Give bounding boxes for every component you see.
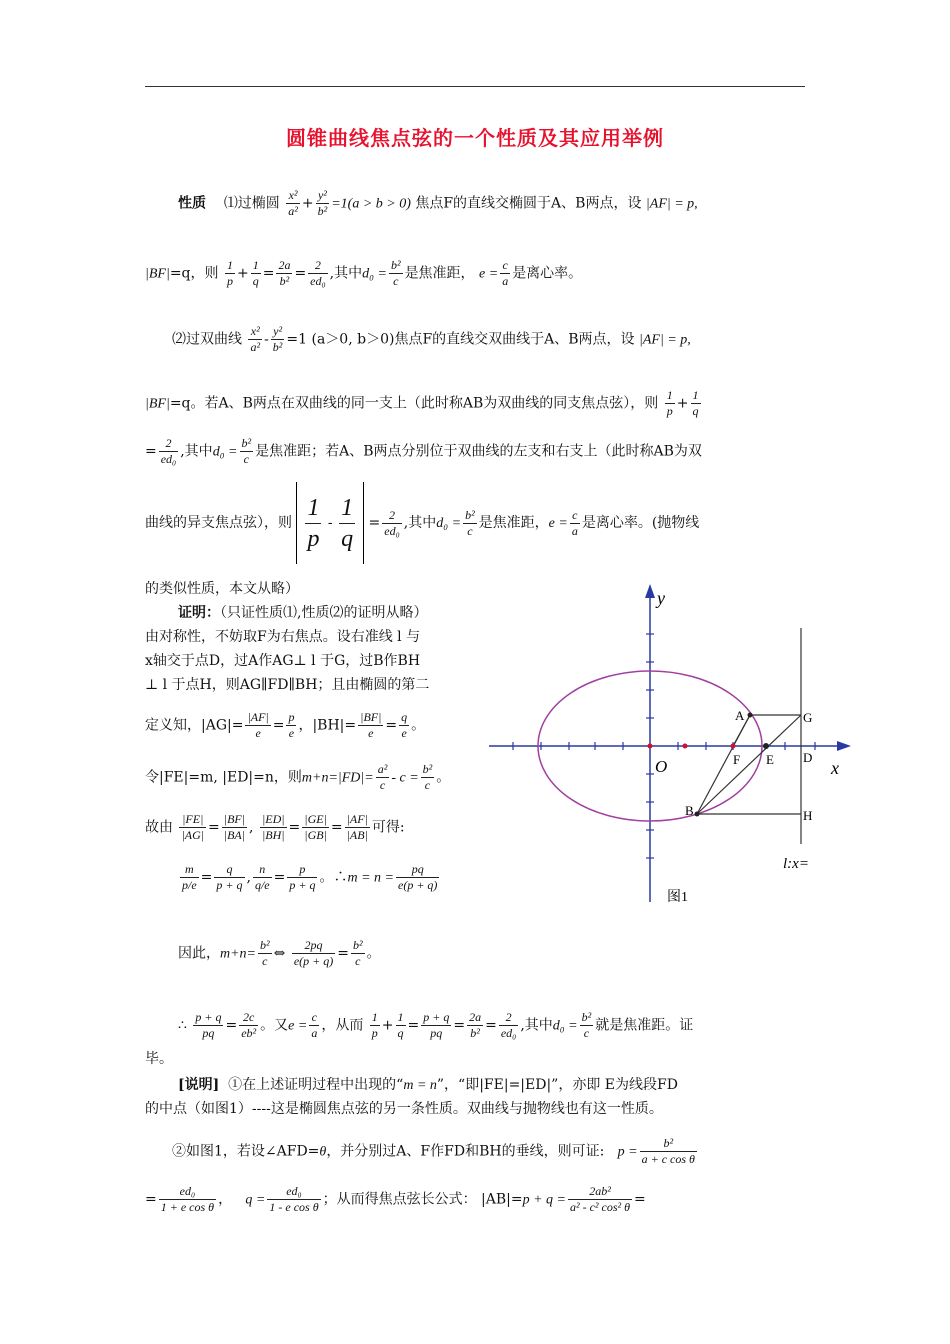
- fraction-b2-c-3: $\frac{\text{b²}}{c}$: [465, 507, 475, 538]
- fraction-2-ed0-2: $\frac{2}{\text{ed₀}}$: [160, 436, 177, 466]
- period-3: 。: [366, 945, 381, 962]
- note-line-2: 的中点（如图1）----这是椭圆焦点弦的另一条性质。双曲线与抛物线也有这一性质。: [145, 1101, 663, 1117]
- fraction-1-q-2: $\frac{1}{q}$: [692, 388, 699, 418]
- property-2-line: ⑵过双曲线 $\frac{\text{x²}}{\text{a²}}$ - $\frac{\text{y²}}{\text{b²}}$ =1 (a＞0, b＞0)焦点F的直线交双曲线于A、B两点，设 |AF| = p,: [172, 324, 691, 354]
- where-3: ,其中: [520, 1017, 553, 1034]
- property-2-text: (a＞0, b＞0)焦点F的直线交双曲线于A、B两点，设: [311, 331, 635, 348]
- property-2-diff-intro: 曲线的异支焦点弦），则: [145, 515, 292, 531]
- note-1-a: ①在上述证明过程中出现的“: [228, 1077, 404, 1093]
- note-2-c: ，并分别过A、F作FD和BH的垂线，则可证:: [326, 1143, 605, 1160]
- property-2-line-5: 的类似性质，本文从略）: [145, 581, 299, 597]
- m-plus-n: m+n=|FD|=: [301, 770, 374, 786]
- label-d: D: [803, 750, 813, 765]
- fraction-af-e: $\frac{|AF|}{e}$: [247, 710, 269, 740]
- fraction-1-p-2: $\frac{1}{p}$: [666, 388, 673, 418]
- proof-line-7: 故由 $\frac{|FE|}{|AG|}$ = $\frac{|BF|}{|BA|}$ , $\frac{|ED|}{|BH|}$ = $\frac{|GE|}{|GB|}$ = $\frac{|AF|}{|AB|}$ 可得:: [145, 812, 405, 842]
- fraction-chord-length: $\frac{\text{2ab²}}{\text{a² - c² cos² θ}}$: [570, 1184, 631, 1214]
- point-e-marker: [763, 743, 769, 749]
- fraction-ed-bh: $\frac{|ED|}{|BH|}$: [261, 812, 285, 842]
- fraction-q-e: $\frac{q}{e}$: [401, 710, 408, 740]
- fraction-2c-eb2: $\frac{2c}{\text{eb²}}$: [241, 1010, 257, 1040]
- y-axis-arrow: [645, 584, 655, 598]
- fraction-b2-c: $\frac{\text{b²}}{c}$: [390, 258, 401, 288]
- property-1-text: 焦点F的直线交椭圆于A、B两点，设: [415, 195, 642, 212]
- fraction-bf-e: $\frac{|BF|}{e}$: [360, 710, 382, 740]
- fraction-1-p-3: $\frac{1}{p}$: [371, 1010, 378, 1040]
- fraction-n-q-e: $\frac{n}{q/e}$: [254, 862, 270, 892]
- property-2-ecc: 是离心率。(抛物线: [581, 515, 700, 531]
- fraction-fe-ag: $\frac{|FE|}{|AG|}$: [181, 812, 205, 842]
- period-2: 。: [436, 769, 451, 786]
- fraction-1-p: $\frac{1}{p}$: [226, 258, 233, 288]
- proof-obtain: 可得:: [371, 819, 405, 836]
- fraction-c-a: $\frac{c}{a}$: [502, 258, 509, 288]
- point-b-marker: [695, 812, 700, 817]
- proof-line-1: [178, 604, 427, 622]
- fraction-pq-pq-2: $\frac{p + q}{pq}$: [423, 1010, 450, 1040]
- fraction-1-q: $\frac{1}{q}$: [252, 258, 259, 288]
- property-2-intro: ⑵过双曲线: [172, 331, 242, 348]
- fraction-p-e: $\frac{p}{e}$: [288, 710, 295, 740]
- property-2-line-4: 曲线的异支焦点弦），则 $\frac{1}{p}$ - $\frac{1}{q}$ = $\frac{2}{\text{ed₀}}$ ,其中d₀ = $\frac{\text{b²}}{c}$ 是焦准距，e = $\frac{c}{a}$ 是离心率。(抛物线: [145, 482, 699, 564]
- iff: ⇔: [273, 945, 286, 962]
- property-1-where: ,其中: [329, 265, 363, 282]
- fraction-2a-b2-2: $\frac{2a}{\text{b²}}$: [469, 1010, 482, 1040]
- comma: ，: [298, 717, 313, 734]
- fraction-2-ed0: $\frac{2}{\text{ed₀}}$: [310, 258, 326, 288]
- label-e: E: [766, 752, 774, 767]
- y-axis-label: y: [657, 588, 665, 608]
- point-a-marker: [748, 713, 753, 718]
- thus-2: ，从而: [321, 1017, 364, 1034]
- property-1-focal: 是焦准距，: [404, 265, 475, 282]
- m-plus-n-2: m+n=: [220, 946, 257, 962]
- origin-label: O: [655, 757, 668, 776]
- note-label: [说明]: [178, 1077, 220, 1093]
- property-1-line: 性质 ⑴过椭圆 $\frac{\text{x²}}{\text{a²}}$ + $\frac{\text{y²}}{\text{b²}}$ =1(a > b > 0) 焦点F的直线交椭圆于A、B两点，设 |AF| = p,: [178, 188, 698, 218]
- fraction-pq-pq: $\frac{p + q}{pq}$: [195, 1010, 222, 1040]
- also: 。又: [260, 1017, 289, 1034]
- ellipse-condition: =1(a > b > 0): [331, 196, 411, 212]
- ag-abs: |AG|=: [201, 717, 244, 734]
- proof-line-10: ∴ $\frac{p + q}{pq}$ = $\frac{2c}{\text{eb²}}$ 。又e = $\frac{c}{a}$ ，从而 $\frac{1}{p}$ + $\frac{1}{q}$ = $\frac{p + q}{pq}$ = $\frac{2a}{\text{b²}}$ = $\frac{2}{\text{ed₀}}$ ,其中d₀ = $\frac{\text{b²}}{c}$ 就是焦准距。证: [178, 1010, 694, 1040]
- fraction-b2-c-6: $\frac{\text{b²}}{c}$: [352, 938, 363, 968]
- property-label: 性质: [178, 195, 206, 212]
- minus-c: - c =: [391, 770, 419, 786]
- hyperbola-eq: =1: [286, 331, 308, 348]
- therefore-2: ∴: [178, 1017, 187, 1034]
- proof-line-11: 毕。: [145, 1051, 173, 1067]
- proof-let: 令|FE|=m, |ED|=n，则: [145, 769, 302, 786]
- fraction-x2-a2-h: $\frac{\text{x²}}{\text{a²}}$: [250, 324, 261, 354]
- proof-line-4: ⊥ l 于点H，则AG∥FD∥BH；且由椭圆的第二: [145, 677, 430, 693]
- proof-def: 定义知，: [145, 717, 201, 734]
- note-1-c: ”，“即|FE|=|ED|”，亦即 E为线段FD: [436, 1077, 678, 1093]
- fraction-2pq: $\frac{2pq}{e(p + q)}$: [293, 938, 334, 968]
- fraction-bf-ba: $\frac{|BF|}{|BA|}$: [223, 812, 246, 842]
- period: 。: [411, 717, 426, 734]
- property-1-intro: ⑴过椭圆: [223, 195, 280, 212]
- fraction-q-pq: $\frac{q}{p + q}$: [216, 862, 243, 892]
- fraction-2-ed0-4: $\frac{2}{\text{ed₀}}$: [500, 1010, 517, 1040]
- fraction-b2-c-4: $\frac{\text{b²}}{c}$: [422, 762, 433, 792]
- note-line-3: ②如图1，若设∠AFD=θ，并分别过A、F作FD和BH的垂线，则可证: p = $\frac{\text{b²}}{\text{a + c cos θ}}$: [172, 1136, 695, 1166]
- property-1-line-2: |BF|=q，则 $\frac{1}{p}$ + $\frac{1}{q}$ = $\frac{2a}{\text{b²}}$ = $\frac{2}{\text{ed₀}}$ ,其中d₀ = $\frac{\text{b²}}{c}$ 是焦准距， e = $\frac{c}{a}$ 是离心率。: [145, 258, 583, 288]
- header-rule: [145, 86, 805, 87]
- proof-line-9: 因此，m+n= $\frac{\text{b²}}{c}$ ⇔ $\frac{2pq}{e(p + q)}$ = $\frac{\text{b²}}{c}$ 。: [178, 938, 381, 968]
- label-h: H: [803, 808, 813, 823]
- bf-abs-2: |BF|: [145, 396, 170, 412]
- x-axis-label: x: [831, 758, 839, 778]
- therefore: 。∴: [319, 869, 348, 886]
- proof-line-5: 定义知，|AG|= $\frac{|AF|}{e}$ = $\frac{p}{e}$ ，|BH|= $\frac{|BF|}{e}$ = $\frac{q}{e}$ 。: [145, 710, 426, 740]
- fraction-c-a-2: $\frac{c}{a}$: [571, 507, 578, 538]
- bh-abs: |BH|=: [312, 717, 357, 734]
- directrix-label: l:x=: [783, 856, 809, 872]
- proof-line-3: x轴交于点D，过A作AG⊥ l 于G，过B作BH: [145, 653, 421, 669]
- fraction-m-p-e: $\frac{m}{p/e}$: [182, 862, 197, 892]
- property-2-where: ,其中: [180, 443, 213, 460]
- fraction-x2-a2: $\frac{\text{x²}}{\text{a²}}$: [288, 188, 298, 218]
- fraction-2-ed0-3: $\frac{2}{\text{ed₀}}$: [384, 507, 400, 538]
- proof-intro: （只证性质⑴,性质⑵的证明从略）: [220, 605, 428, 621]
- property-2-diff-branch: 是焦准距；若A、B两点分别位于双曲线的左支和右支上（此时称AB为双: [255, 443, 702, 460]
- focus-point: [731, 744, 736, 749]
- fraction-b2-c-2: $\frac{\text{b²}}{c}$: [241, 436, 252, 466]
- proof-line-2: 由对称性，不妨取F为右焦点。设右准线 l 与: [145, 629, 421, 645]
- figure-caption: 图1: [667, 890, 688, 905]
- fraction-2a-b2: $\frac{2a}{\text{b²}}$: [278, 258, 291, 288]
- figure-1: [485, 580, 855, 910]
- fraction-y2-b2-h: $\frac{\text{y²}}{\text{b²}}$: [272, 324, 283, 354]
- x-axis-arrow: [837, 741, 851, 751]
- ab-abs: |AB|=: [481, 1191, 523, 1208]
- label-a: A: [735, 708, 745, 723]
- fraction-y2-b2: $\frac{\text{y²}}{\text{b²}}$: [317, 188, 328, 218]
- fraction-c-a-3: $\frac{c}{a}$: [311, 1010, 318, 1040]
- property-2-where-2: ,其中: [403, 515, 437, 531]
- theta: θ: [319, 1144, 327, 1160]
- fraction-p-pq: $\frac{p}{p + q}$: [289, 862, 316, 892]
- note-2-a: ②如图1，若设∠AFD=: [172, 1143, 320, 1160]
- property-2-line-2: |BF|=q。若A、B两点在双曲线的同一支上（此时称AB为双曲线的同支焦点弦），则 $\frac{1}{p}$ + $\frac{1}{q}$: [145, 388, 699, 418]
- fraction-ge-gb: $\frac{|GE|}{|GB|}$: [304, 812, 327, 842]
- property-1-ecc: 是离心率。: [512, 265, 583, 282]
- note-1-m-n: m = n: [403, 1078, 437, 1093]
- proof-conclusion: 就是焦准距。证: [595, 1017, 694, 1034]
- property-2-line-3: = $\frac{2}{\text{ed₀}}$ ,其中d₀ = $\frac{\text{b²}}{c}$ 是焦准距；若A、B两点分别位于双曲线的左支和右支上（此时称AB为双: [145, 436, 702, 466]
- page-title: 圆锥曲线焦点弦的一个性质及其应用举例: [286, 126, 664, 150]
- fraction-a2-c: $\frac{\text{a²}}{c}$: [377, 762, 388, 792]
- proof-hence: 故由: [145, 819, 173, 836]
- proof-thus: 因此，: [178, 945, 220, 962]
- proof-line-8: $\frac{m}{p/e}$ = $\frac{q}{p + q}$ , $\frac{n}{q/e}$ = $\frac{p}{p + q}$ 。∴m = n = $\frac{pq}{e(p + q)}$: [182, 862, 438, 892]
- fraction-af-ab: $\frac{|AF|}{|AB|}$: [346, 812, 368, 842]
- property-2-focal-2: 是焦准距，: [478, 515, 549, 531]
- construction-lines: [697, 715, 801, 814]
- label-g: G: [803, 710, 813, 725]
- fraction-b2-c-5: $\frac{\text{b²}}{c}$: [260, 938, 270, 968]
- comma-2: ，: [218, 1191, 233, 1208]
- bf-abs: |BF|: [145, 266, 170, 282]
- label-f: F: [733, 752, 741, 767]
- fraction-pq-epq: $\frac{pq}{e(p + q)}$: [398, 862, 438, 892]
- fraction-ed0-plus: $\frac{\text{ed₀}}{\text{1 + e cos θ}}$: [160, 1184, 215, 1214]
- af-equals-p: |AF| = p,: [645, 196, 698, 212]
- proof-line-6: [145, 762, 450, 793]
- abs-difference: $\frac{1}{p}$ - $\frac{1}{q}$: [296, 482, 364, 564]
- af-equals-p-2: |AF| = p,: [639, 332, 691, 348]
- note-line-1: [178, 1076, 678, 1095]
- fraction-1-q-3: $\frac{1}{q}$: [397, 1010, 404, 1040]
- fraction-p-formula: $\frac{\text{b²}}{\text{a + c cos θ}}$: [641, 1136, 695, 1166]
- property-1-q: =q，则: [169, 265, 219, 282]
- property-2-same-branch: =q。若A、B两点在双曲线的同一支上（此时称AB为双曲线的同支焦点弦），则: [169, 395, 659, 412]
- proof-label: 证明：: [178, 605, 220, 621]
- fraction-b2-c-7: $\frac{\text{b²}}{c}$: [581, 1010, 592, 1040]
- note-line-4: = $\frac{\text{ed₀}}{\text{1 + e cos θ}}$ ， q = $\frac{\text{ed₀}}{\text{1 - e cos θ}}$ ；从而得焦点弦长公式： |AB|=p + q = $\frac{\text{2ab²}}{\text{a² - c² cos² θ}}$ =: [145, 1184, 646, 1214]
- m-equals-n: m = n =: [347, 870, 394, 886]
- fraction-ed0-minus: $\frac{\text{ed₀}}{\text{1 - e cos θ}}$: [269, 1184, 319, 1214]
- label-b: B: [685, 803, 694, 818]
- note-chord: ；从而得焦点弦长公式：: [322, 1191, 477, 1208]
